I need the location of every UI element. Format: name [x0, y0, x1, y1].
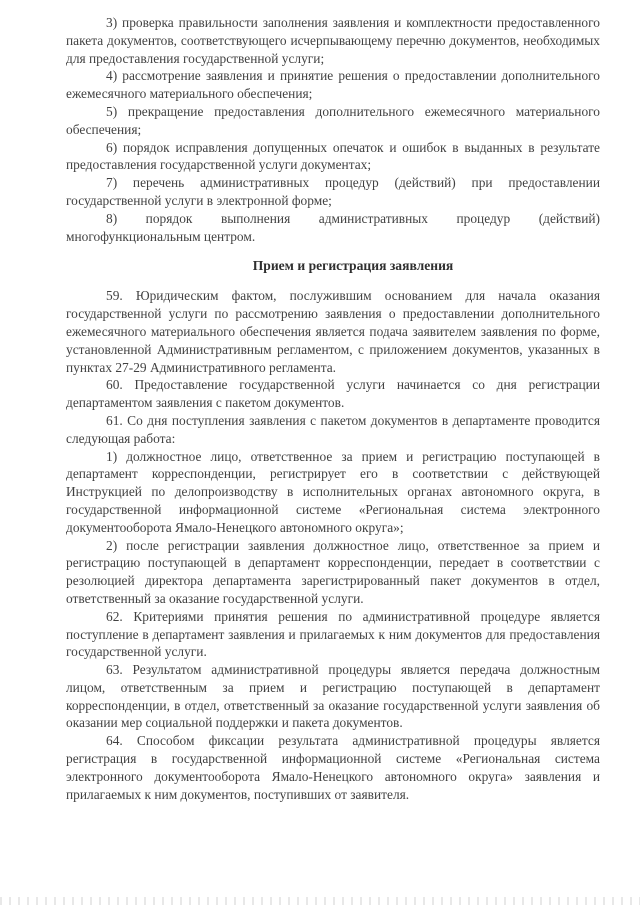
- paragraph-item-5: 5) прекращение предоставления дополнительного ежемесячного материального обеспечения;: [66, 103, 600, 137]
- section-title: Прием и регистрация заявления: [252, 258, 454, 274]
- paragraph-60: 60. Предоставление государственной услуги начинается со дня регистрации департаментом заявления с пакетом документов.: [66, 377, 600, 411]
- paragraph-item-4: 4) рассмотрение заявления и принятие решения о предоставлении дополнительного ежемесячного материального обеспечения;: [66, 68, 600, 102]
- paragraph-item-6: 6) порядок исправления допущенных опечаток и ошибок в выданных в результате предоставления государственной услуги документах;: [66, 139, 600, 173]
- paragraph-61-item-2: 2) после регистрации заявления должностное лицо, ответственное за прием и регистрацию поступающей в департамент корреспонденции, передает в соответствии с резолюцией директора департамента зарегистрированный пакет документов в отдел, ответственный за оказание государственной услуги.: [66, 537, 600, 606]
- paragraph-item-3: 3) проверка правильности заполнения заявления и комплектности предоставленного пакета документов, соответствующего исчерпывающему перечню документов, необходимых для предоставления государственной услуги;: [66, 15, 600, 66]
- paragraph-64: 64. Способом фиксации результата административной процедуры является регистрация в государственной информационной системе «Региональная система электронного документооборота Ямало-Ненецкого автономного округа» заявления и прилагаемых к ним документов, поступивших от заявителя.: [66, 733, 600, 802]
- paragraph-61: 61. Со дня поступления заявления с пакетом документов в департаменте проводится следующая работа:: [66, 412, 600, 446]
- paragraph-item-8: 8) порядок выполнения административных процедур (действий) многофункциональным центром.: [66, 210, 600, 244]
- paragraph-62: 62. Критериями принятия решения по административной процедуре является поступление в департамент заявления и прилагаемых к ним документов для предоставления государственной услуги.: [66, 608, 600, 660]
- paragraph-59: 59. Юридическим фактом, послужившим основанием для начала оказания государственной услуги по рассмотрению заявления о предоставлении дополнительного ежемесячного материального обеспечения является подача заявителем заявления по форме, установленной Административным регламентом, с приложением документов, указанных в пунктах 27-29 Административного регламента.: [66, 288, 600, 375]
- paragraph-item-7: 7) перечень административных процедур (действий) при предоставлении государственной услуги в электронной форме;: [66, 175, 600, 208]
- paragraph-63: 63. Результатом административной процедуры является передача должностным лицом, ответственным за прием и регистрацию поступающей в департамент корреспонденции, в отдел, ответственный за оказание государственной услуги заявления об оказании мер социальной поддержки и пакета документов.: [66, 662, 600, 731]
- paragraph-61-item-1: 1) должностное лицо, ответственное за прием и регистрацию поступающей в департамент корреспонденции, регистрирует его в соответствии с действующей Инструкцией по делопроизводству в исполнительных органах автономного округа, в государственной информационной системе «Региональная система электронного документооборота Ямало-Ненецкого автономного округа»;: [66, 448, 600, 535]
- scan-edge-specks: [0, 897, 640, 905]
